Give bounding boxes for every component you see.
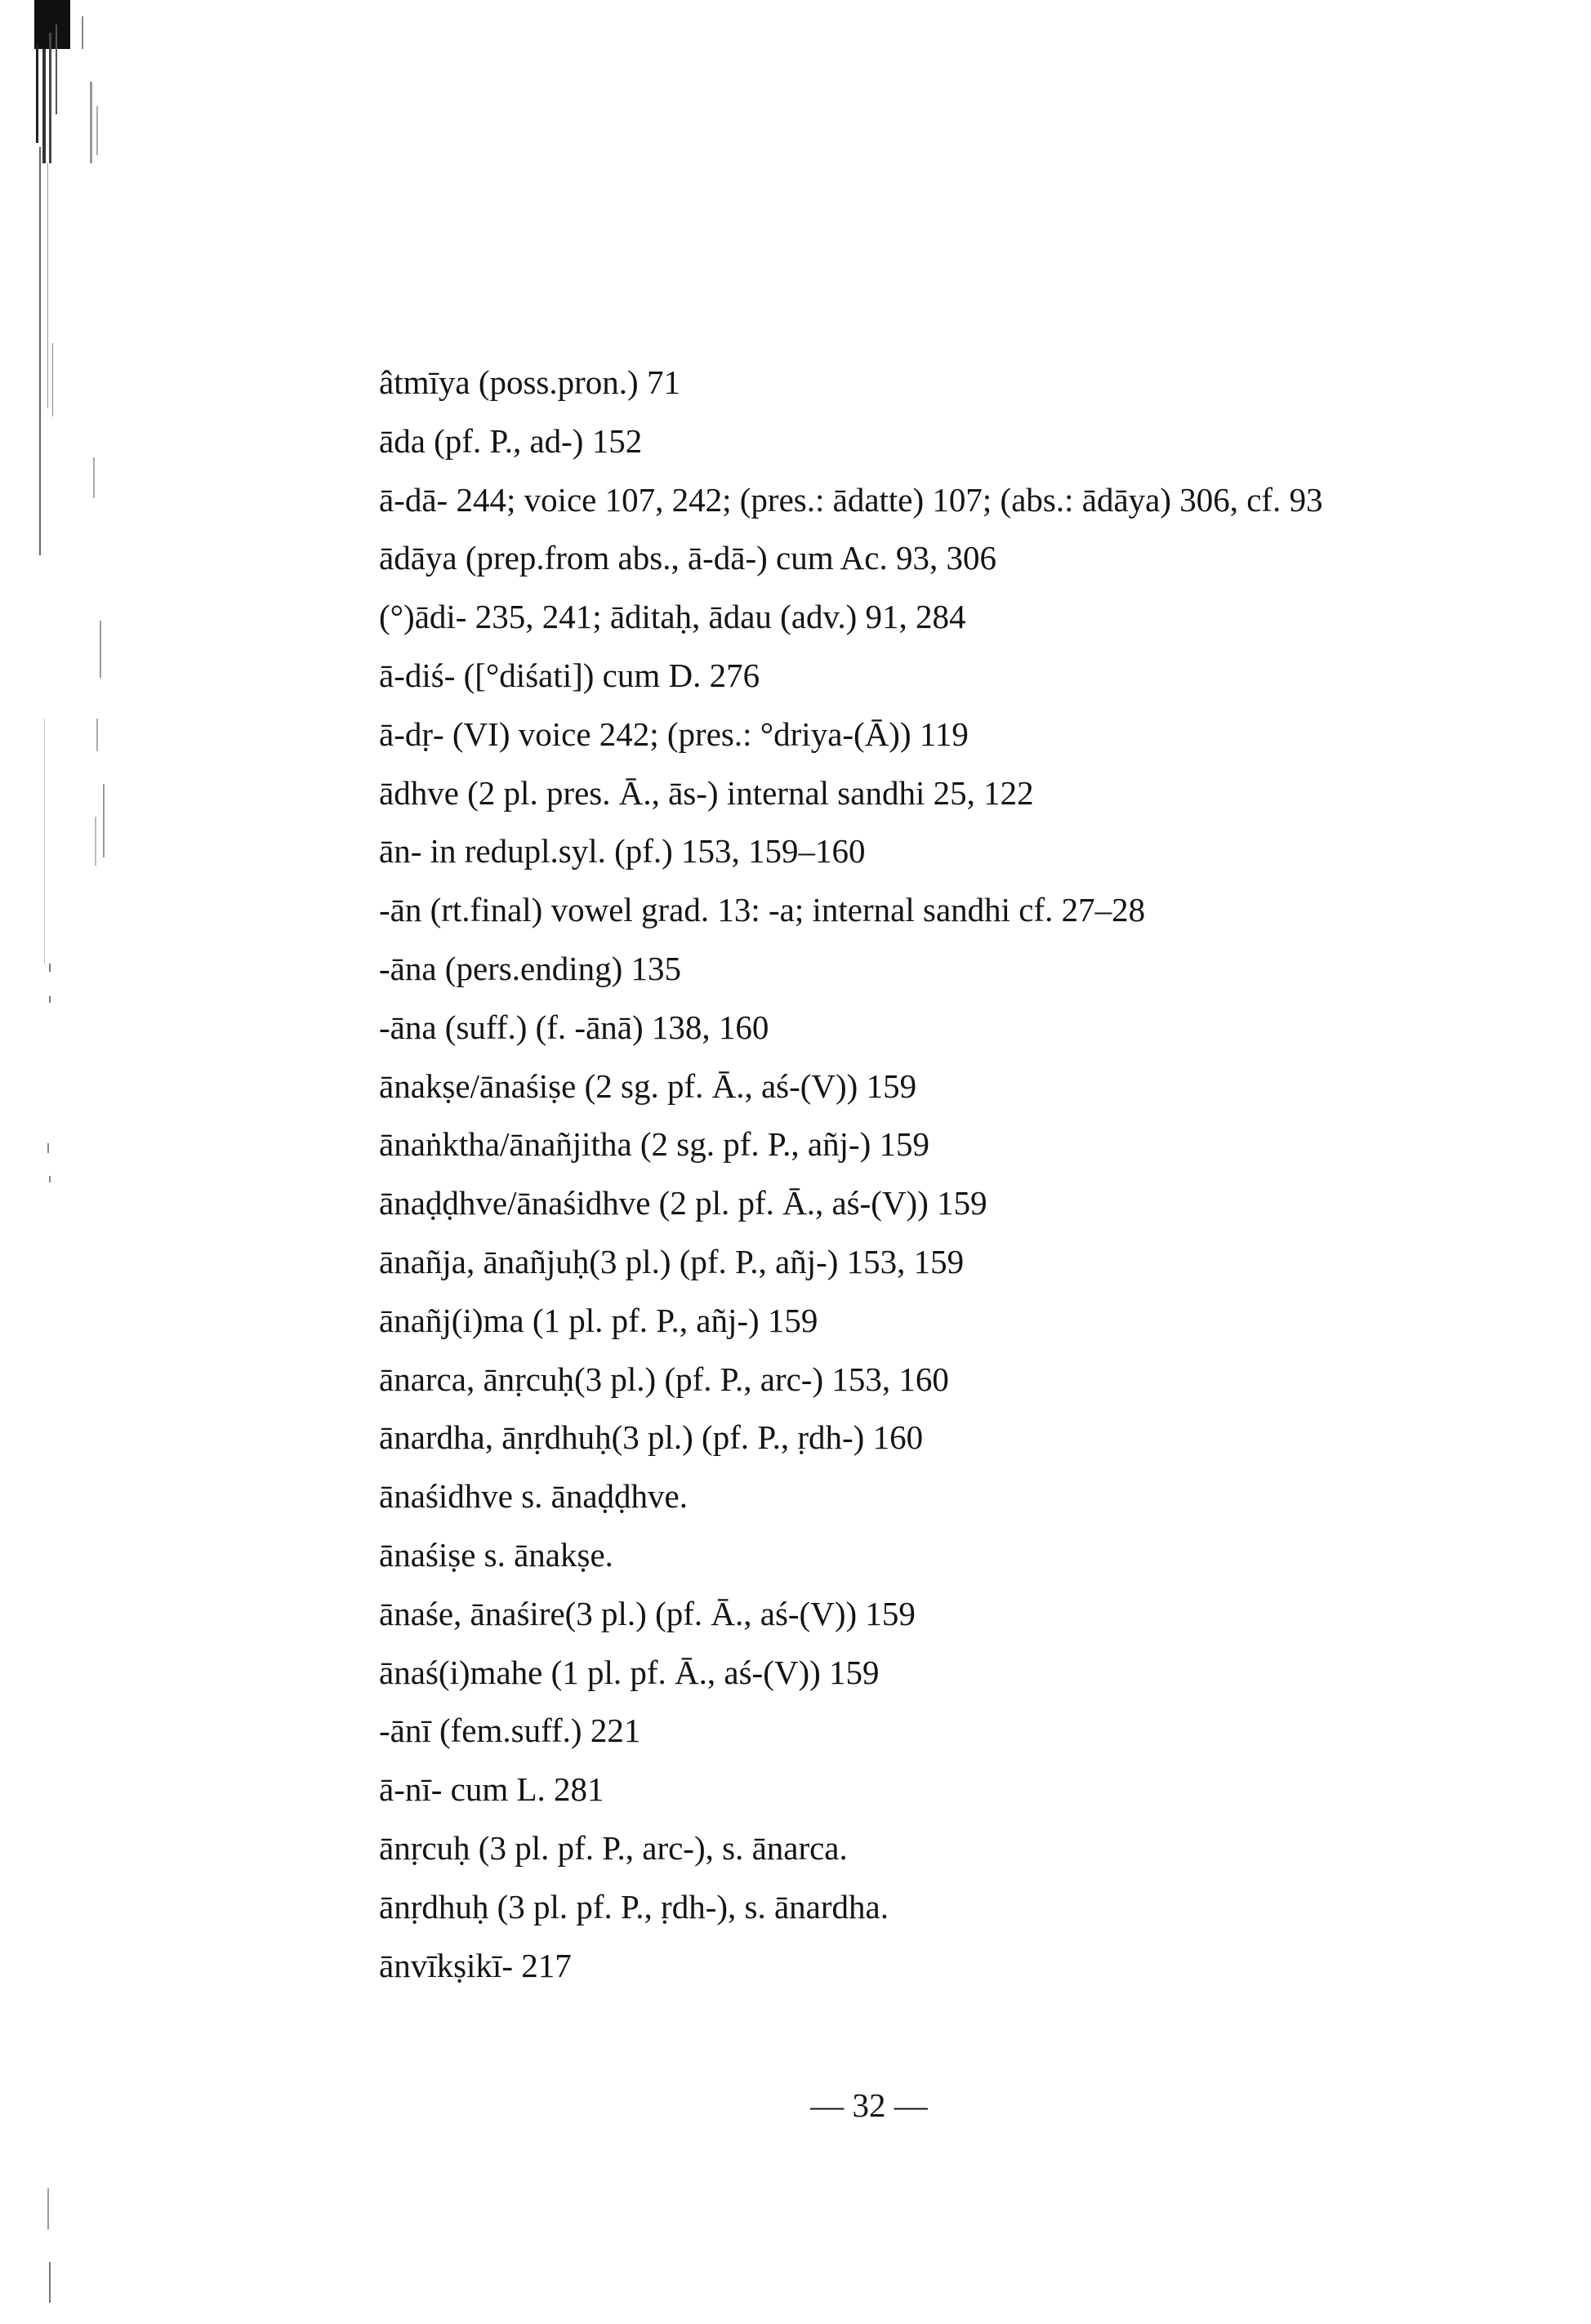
index-entry: ānvīkṣikī- 217 (379, 1946, 572, 1984)
index-entry: ādāya (prep.from abs., ā-dā-) cum Ac. 93, 306 (379, 539, 996, 577)
index-entry: ānaṅktha/ānañjitha (2 sg. pf. P., añj-) 159 (379, 1125, 930, 1164)
index-entries-list (379, 354, 1555, 1995)
index-entry: ānarca, ānṛcuḥ(3 pl.) (pf. P., arc-) 153, 160 (379, 1360, 949, 1398)
index-entry: ānaś(i)mahe (1 pl. pf. Ā., aś-(V)) 159 (379, 1653, 880, 1691)
index-entry: ā-dā- 244; voice 107, 242; (pres.: ādatte) 107; (abs.: ādāya) 306, cf. 93 (379, 480, 1323, 519)
index-entry: ānañja, ānañjuḥ(3 pl.) (pf. P., añj-) 153, 159 (379, 1242, 965, 1280)
index-entry: ānardha, ānṛdhuḥ(3 pl.) (pf. P., ṛdh-) 160 (379, 1418, 924, 1457)
index-entry: āda (pf. P., ad-) 152 (379, 421, 643, 460)
index-entry: ānṛdhuḥ (3 pl. pf. P., ṛdh-), s. ānardha. (379, 1887, 889, 1926)
index-entry: -ān (rt.final) vowel grad. 13: -a; internal sandhi cf. 27–28 (379, 891, 1146, 929)
index-entry: ānañj(i)ma (1 pl. pf. P., añj-) 159 (379, 1301, 818, 1339)
index-entry: -āna (pers.ending) 135 (379, 949, 682, 987)
index-entry: ā-dṛ- (VI) voice 242; (pres.: °driya-(Ā)) 119 (379, 715, 969, 753)
index-entry: âtmīya (poss.pron.) 71 (379, 363, 680, 401)
index-entry: ānaśe, ānaśire(3 pl.) (pf. Ā., aś-(V)) 159 (379, 1594, 916, 1632)
index-entry: ānṛcuḥ (3 pl. pf. P., arc-), s. ānarca. (379, 1828, 848, 1867)
index-entry: (°)ādi- 235, 241; āditaḥ, ādau (adv.) 91, 284 (379, 598, 966, 636)
index-entry: -āna (suff.) (f. -ānā) 138, 160 (379, 1008, 769, 1046)
scanned-page-edge-marks (0, 0, 123, 2324)
index-entry: ān- in redupl.syl. (pf.) 153, 159–160 (379, 832, 866, 870)
index-entry: ādhve (2 pl. pres. Ā., ās-) internal sandhi 25, 122 (379, 773, 1034, 812)
index-entry: -ānī (fem.suff.) 221 (379, 1712, 641, 1750)
index-entry: ānaśidhve s. ānaḍḍhve. (379, 1477, 688, 1516)
page-number: — 32 — (810, 2086, 928, 2124)
index-entry: ānakṣe/ānaśiṣe (2 sg. pf. Ā., aś-(V)) 159 (379, 1066, 917, 1105)
index-entry: ā-diś- ([°diśati]) cum D. 276 (379, 656, 760, 694)
index-entry: ānaḍḍhve/ānaśidhve (2 pl. pf. Ā., aś-(V)) 159 (379, 1184, 987, 1222)
index-entry: ā-nī- cum L. 281 (379, 1770, 604, 1809)
index-entry: ānaśiṣe s. ānakṣe. (379, 1535, 613, 1574)
